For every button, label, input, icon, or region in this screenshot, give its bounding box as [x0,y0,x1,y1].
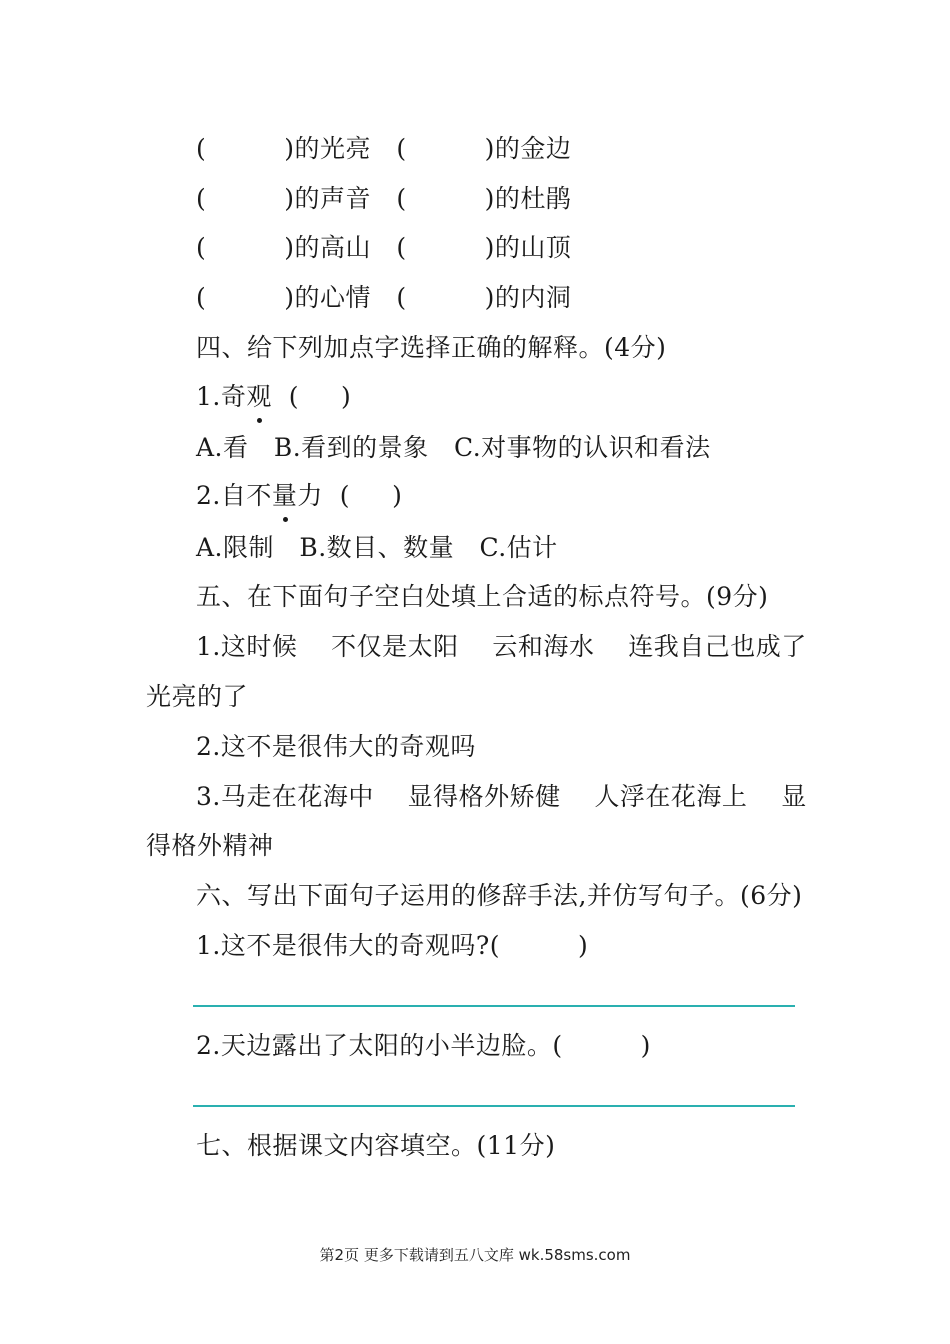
section-5-line: 3.马走在花海中 显得格外矫健 人浮在花海上 显 [196,782,807,811]
section-7-title: 七、根据课文内容填空。(11分) [196,1131,556,1160]
section-5-line: 光亮的了 [146,682,249,711]
section-6-question-2: 2.天边露出了太阳的小半边脸。( ) [196,1031,651,1060]
section-4-title: 四、给下列加点字选择正确的解释。(4分) [196,333,667,362]
section-4-question-2: 2.自不量力 ( ) [196,479,402,513]
section-6-title: 六、写出下面句子运用的修辞手法,并仿写句子。(6分) [196,881,803,910]
phrase-row-3: ( )的高山 ( )的山顶 [196,233,572,262]
answer-line[interactable] [193,1005,795,1007]
section-4-choices-1: A.看 B.看到的景象 C.对事物的认识和看法 [196,433,711,462]
phrase-row-1: ( )的光亮 ( )的金边 [196,134,572,163]
phrase-row-2: ( )的声音 ( )的杜鹃 [196,184,572,213]
section-5-line: 得格外精神 [146,831,274,860]
emphasis-dot-char: 量 [272,479,298,513]
answer-line[interactable] [193,1105,795,1107]
section-6-question-1: 1.这不是很伟大的奇观吗?( ) [196,931,589,960]
section-5-line: 1.这时候 不仅是太阳 云和海水 连我自己也成了 [196,632,807,661]
section-4-choices-2: A.限制 B.数目、数量 C.估计 [196,533,558,562]
phrase-row-4: ( )的心情 ( )的内洞 [196,283,572,312]
section-5-line: 2.这不是很伟大的奇观吗 [196,732,476,761]
emphasis-dot-char: 观 [246,380,272,414]
section-4-question-1: 1.奇观 ( ) [196,380,351,414]
page-footer: 第2页 更多下载请到五八文库 wk.58sms.com [319,1246,631,1264]
section-5-title: 五、在下面句子空白处填上合适的标点符号。(9分) [196,582,769,611]
